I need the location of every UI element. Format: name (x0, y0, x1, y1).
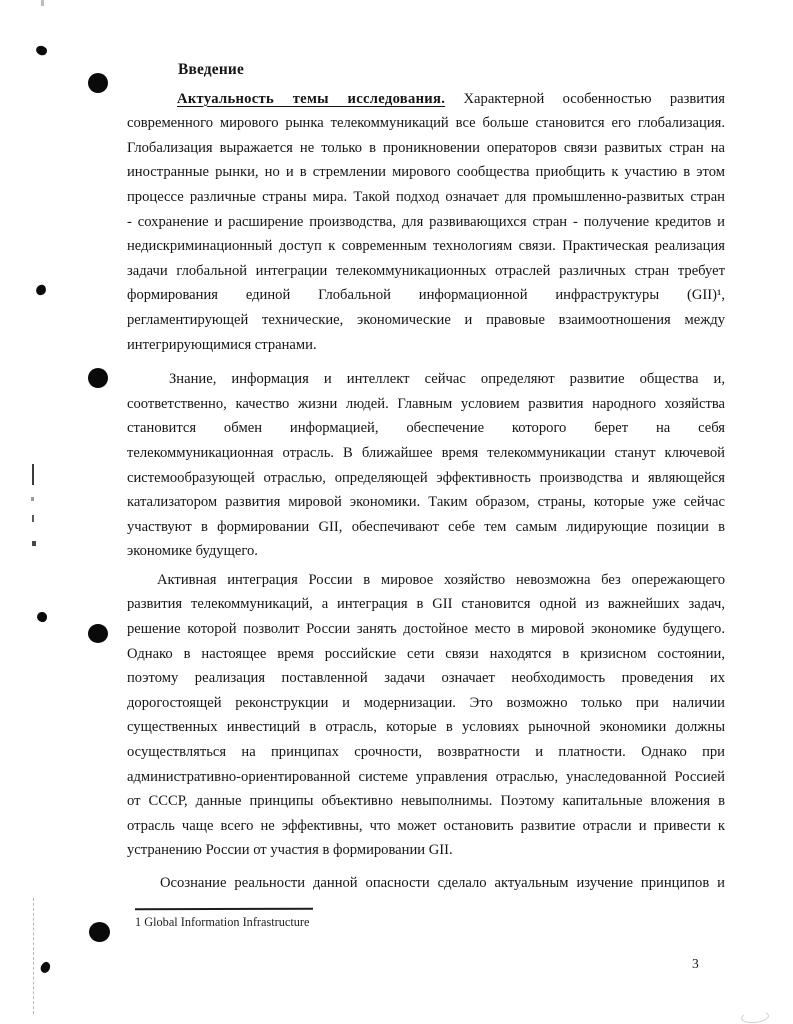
text-line: Знание, информация и интеллект сейчас определяют развитие общества и, (169, 371, 725, 388)
ink-spot-large (89, 922, 110, 942)
text-line: иностранные рынки, но и в стремлении мирового сообщества приобщить к участию в этом (127, 164, 725, 181)
text-line: Актуальность темы исследования. Характерной особенностью развития (177, 90, 725, 107)
text-line: телекоммуникационная отрасль. В ближайшее время телекоммуникации станут ключевой (127, 444, 725, 461)
text-line: Однако в настоящее время российские сети связи находятся в кризисном состоянии, (127, 645, 725, 662)
text-line: от СССР, данные принципы объективно невыполнимы. Поэтому капитальные вложения в (127, 793, 725, 810)
document-body (127, 58, 725, 896)
text-line: осуществляться на принципах срочности, возвратности и платности. Однако при (127, 744, 725, 761)
text-line: современного мирового рынка телекоммуникаций все больше становится его глобализация. (127, 115, 725, 132)
text-line: процессе различные страны мира. Такой подход означает для промышленно-развитых стран (127, 188, 725, 205)
paragraph (127, 568, 725, 863)
text-line: развития телекоммуникаций, а интеграция в GII становится одной из важнейших задач, (127, 596, 725, 613)
text-line: существенных инвестиций в отрасль, которые в условиях рыночной экономики должны (127, 719, 725, 736)
ink-spot-small (35, 44, 49, 57)
text-line: поэтому реализация поставленной задачи означает необходимость проведения их (127, 670, 725, 687)
scan-artifact-smudge (740, 1010, 769, 1024)
text-line: Осознание реальности данной опасности сделало актуальным изучение принципов и (160, 875, 725, 891)
text-line: регламентирующей технические, экономические и правовые взаимоотношения между (127, 311, 725, 328)
section-title: Введение (178, 61, 244, 78)
text-line: интегрирующимися странами. (127, 336, 317, 353)
scan-artifact-dashed-line (33, 898, 34, 1014)
ink-spot-large (88, 624, 108, 643)
paragraph (127, 367, 725, 564)
page-number: 3 (692, 956, 699, 971)
ink-spot-small (36, 611, 48, 623)
ink-spot-small (35, 284, 47, 296)
text-line: формирования единой Глобальной информационной инфраструктуры (GII)¹, (127, 287, 725, 304)
text-line: Активная интеграция России в мировое хозяйство невозможна без опережающего (157, 571, 725, 588)
text-line: Глобализация выражается не только в проникновении операторов связи развитых стран на (127, 139, 725, 156)
scan-artifact-speck (31, 497, 34, 501)
footnote (127, 908, 725, 930)
text-line: становится обмен информацией, обеспечение которого берет на себя (127, 420, 725, 437)
text-line: дорогостоящей реконструкции и модернизации. Это возможно только при наличии (127, 694, 725, 711)
scan-artifact-line (32, 464, 34, 485)
text-line: - сохранение и расширение производства, для развивающихся стран - получение кредитов и (127, 213, 725, 230)
text-line: отрасль чаще всего не эффективны, что может остановить развитие отрасли и привести к (127, 817, 725, 834)
text-line: экономике будущего. (127, 543, 258, 560)
ink-spot-small (39, 960, 53, 974)
text-line: участвуют в формировании GII, обеспечивают себе тем самым лидирующие позиции в (127, 518, 725, 535)
ink-spot-large (88, 73, 108, 93)
text-line: административно-ориентированной системе управления отраслью, унаследованной Россией (127, 768, 725, 785)
text-line: соответственно, качество жизни людей. Главным условием развития народного хозяйства (127, 395, 725, 412)
footnote-rule (135, 908, 313, 911)
paragraph (127, 87, 725, 358)
scan-artifact-speck (32, 515, 34, 522)
footnote-text: 1 Global Information Infrastructure (135, 915, 310, 929)
paragraph (127, 871, 725, 896)
text-line: недискриминационный доступ к современным технологиям связи. Практическая реализация (127, 238, 725, 255)
text-line: задачи глобальной интеграции телекоммуникационных отраслей различных стран требует (127, 262, 725, 279)
scan-artifact-tick (41, 0, 44, 6)
ink-spot-large (88, 368, 108, 388)
scan-artifact-speck (32, 541, 36, 546)
text-line: устранению России от участия в формировании GII. (127, 842, 453, 859)
text-line: катализатором развития мировой экономики. Таким образом, страны, которые уже сейчас (127, 494, 725, 511)
text-line: решение которой позволит России занять достойное место в мировой экономике будущего. (127, 621, 725, 638)
emphasized-lead-phrase: Актуальность темы исследования. (177, 90, 446, 107)
text-line: системообразующей отраслью, определяющей эффективность производства и являющейся (127, 469, 725, 486)
